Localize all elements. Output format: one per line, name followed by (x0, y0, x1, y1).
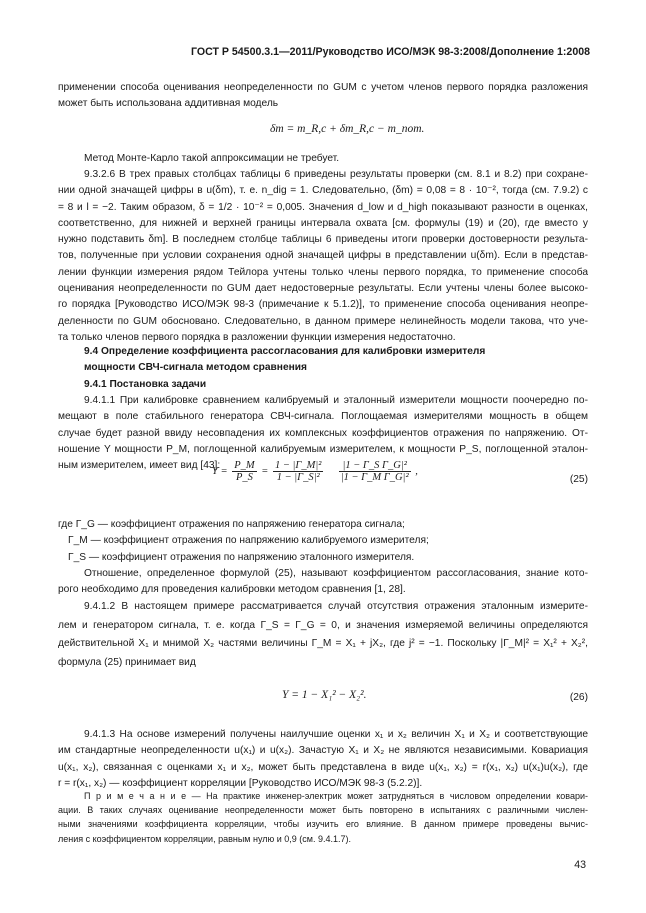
text-line: оценивания неопределенности по GUM дает недостоверные результаты. Если учтены члены более высоко- (58, 283, 588, 295)
eq25-p-den: P_S (235, 472, 253, 483)
note-line: ации. В таких случаях оценивание неопределенности может быть повторено в испытаниях с различными числен- (58, 805, 588, 816)
text-line: 9.4.1.3 На основе измерений получены наилучшие оценки x₁ и x₂ величин X₁ и X₂ и соответствующие (84, 729, 588, 740)
page-number: 43 (574, 859, 586, 871)
eq25-tail: , (415, 465, 418, 477)
text-line: r = r(x₁, x₂) — коэффициент корреляции [Руководство ИСО/МЭК 98-3 (5.2.2)]. (58, 777, 423, 789)
eq25-f2-num: |1 − Γ_S Γ_G|² (339, 460, 411, 472)
text-line: лении функции измерения рядом Тейлора учтены только члены первого порядка, то применение способа (58, 266, 588, 278)
text-line: рого необходимо для проведения калибровки методом сравнения [1, 28]. (58, 584, 406, 596)
text-line: ношение Y мощности P_M, поглощенной калибруемым измерителем, к мощности P_S, поглощенной эталон- (58, 443, 588, 455)
section-heading-9-4-1 (58, 377, 588, 393)
equation-25-number: (25) (569, 474, 588, 485)
text-line: u(x₁, x₂), связанная с оценками x₁ и x₂, может быть представлена в виде u(x₁, x₂) = r(x₁, x₂) u(x₁)u(x₂), где (58, 761, 588, 773)
equation-25 (212, 460, 418, 483)
text-line: Метод Монте-Карло такой аппроксимации не требует. (84, 153, 340, 164)
text-line: тов, полученные при условии сохранения одной значащей цифры в представлении u(δm). Если в представ- (58, 250, 588, 262)
eq25-f1-den: 1 − |Γ_S|² (276, 472, 320, 483)
eq25-approx: = (261, 465, 269, 477)
text-line: Отношение, определенное формулой (25), называют коэффициентом рассогласования, знание кото- (84, 568, 588, 579)
paragraph-9-4-1-2 (58, 598, 588, 672)
note-line: ления с коэффициентом корреляции, равным нулю и 0,9 (см. 9.4.1.7). (58, 833, 352, 844)
note-block (58, 789, 588, 846)
text-line: ным измерителем, имеет вид [43]: (58, 460, 221, 472)
definition-line: где Γ_G — коэффициент отражения по напряжению генератора сигнала; (58, 519, 405, 530)
definitions-block (58, 517, 588, 566)
text-line: = 8 и l = −2. Таким образом, δ = 1/2 · 10⁻² = 0,005. Значения d_low и d_high показывают разности в оценках, (58, 201, 588, 213)
text-line: та только членов первого порядка в разложении функции измерения недостаточно. (58, 331, 456, 343)
text-line: случае будет разной ввиду несовпадения их комплексных коэффициентов отражения по напряжению. От- (58, 427, 588, 439)
eq25-f1-num: 1 − |Γ_M|² (274, 460, 322, 471)
definition-line: Γ_M — коэффициент отражения по напряжению калибруемого измерителя; (68, 535, 429, 547)
heading-line: 9.4.1 Постановка задачи (84, 379, 207, 390)
text-line: нужно подставить δm]. В последнем столбце таблицы 6 приведены итоги проверки достоверности результа- (58, 234, 588, 246)
text-line: мещают в поле стабильного генератора СВЧ-сигнала. Поглощаемая измерителями мощность в общем (58, 411, 588, 423)
eq25-lhs: Y = (212, 465, 228, 477)
eq25-fraction-1 (273, 460, 323, 483)
eq25-f2-den: |1 − Γ_M Γ_G|² (340, 472, 409, 483)
paragraph-9-3-2-6 (58, 167, 588, 346)
text-line: применении способа оценивания неопределенности по GUM с учетом членов первого порядка разложения (58, 82, 588, 93)
text-line: нии одной значащей цифры в u(δm), т. е. n_dig = 1. Следовательно, (δm) = 0,08 = 8 · 10⁻², тогда (см. 7.9.2) c (58, 185, 588, 197)
heading-line: 9.4 Определение коэффициента рассогласования для калибровки измерителя (84, 346, 486, 357)
equation-additive-model: δm = m_R,c + δm_R,c − m_nom. (270, 123, 425, 135)
text-line: деленности по GUM обосновано. Следовательно, в данном примере нелинейность модели такова, что уче- (58, 315, 588, 327)
equation-26-number: (26) (569, 692, 588, 703)
text-line: 9.4.1.1 При калибровке сравнением калибруемый и эталонный измерители мощности поочередно по- (84, 395, 588, 406)
text-line: 9.3.2.6 В трех правых столбцах таблицы 6 приведены результаты проверки (см. 8.1 и 8.2) при сохране- (84, 169, 588, 180)
eq25-p-num: P_M (234, 460, 255, 471)
paragraph-9-4-1-3 (58, 727, 588, 792)
text-line: 9.4.1.2 В настоящем примере рассматривается случай отсутствия отражения эталонным измерите- (84, 601, 588, 612)
monte-carlo-paragraph (58, 151, 588, 167)
text-line: формула (25) принимает вид (58, 656, 196, 668)
section-heading-9-4 (58, 344, 588, 377)
text-line: соответственно, для нижней и верхней границы интервала охвата [см. формулы (19) и (20), где вместо y (58, 217, 588, 229)
document-header: ГОСТ Р 54500.3.1—2011/Руководство ИСО/МЭК 98-3:2008/Дополнение 1:2008 (190, 46, 590, 58)
note-line: ными значениями коэффициента корреляции, чтобы изучить его влияние. В данном примере проведены вычис- (58, 819, 588, 830)
equation-26: Y = 1 − X₁² − X₂². (282, 689, 367, 701)
text-line: лем и генератором сигнала, т. е. когда Γ_S = Γ_G = 0, и значения измеряемой величины определяются (58, 619, 588, 631)
text-line: им стандартные неопределенности u(x₁) и u(x₂). Зачастую X₁ и X₂ не являются независимыми. Ковариация (58, 745, 588, 757)
text-line: го порядка [Руководство ИСО/МЭК 98-3 (примечание к 5.1.2)], то применение способа оценивания неопре- (58, 299, 588, 311)
definition-line: Γ_S — коэффициент отражения по напряжению эталонного измерителя. (68, 551, 415, 563)
intro-paragraph (58, 80, 588, 113)
note-line: П р и м е ч а н и е — На практике инженер-электрик может затрудняться в числовом определении ковари- (84, 791, 588, 801)
text-line: может быть использована аддитивная модель (58, 98, 279, 110)
eq25-power-ratio (232, 460, 256, 483)
text-line: действительной X₁ и мнимой X₂ частями величины Γ_M = X₁ + jX₂, где j² = −1. Поскольку |Γ_M|² = X₁² + X₂², (58, 638, 588, 649)
heading-line: мощности СВЧ-сигнала методом сравнения (84, 362, 307, 374)
eq25-fraction-2 (339, 460, 411, 483)
ratio-paragraph (58, 566, 588, 599)
